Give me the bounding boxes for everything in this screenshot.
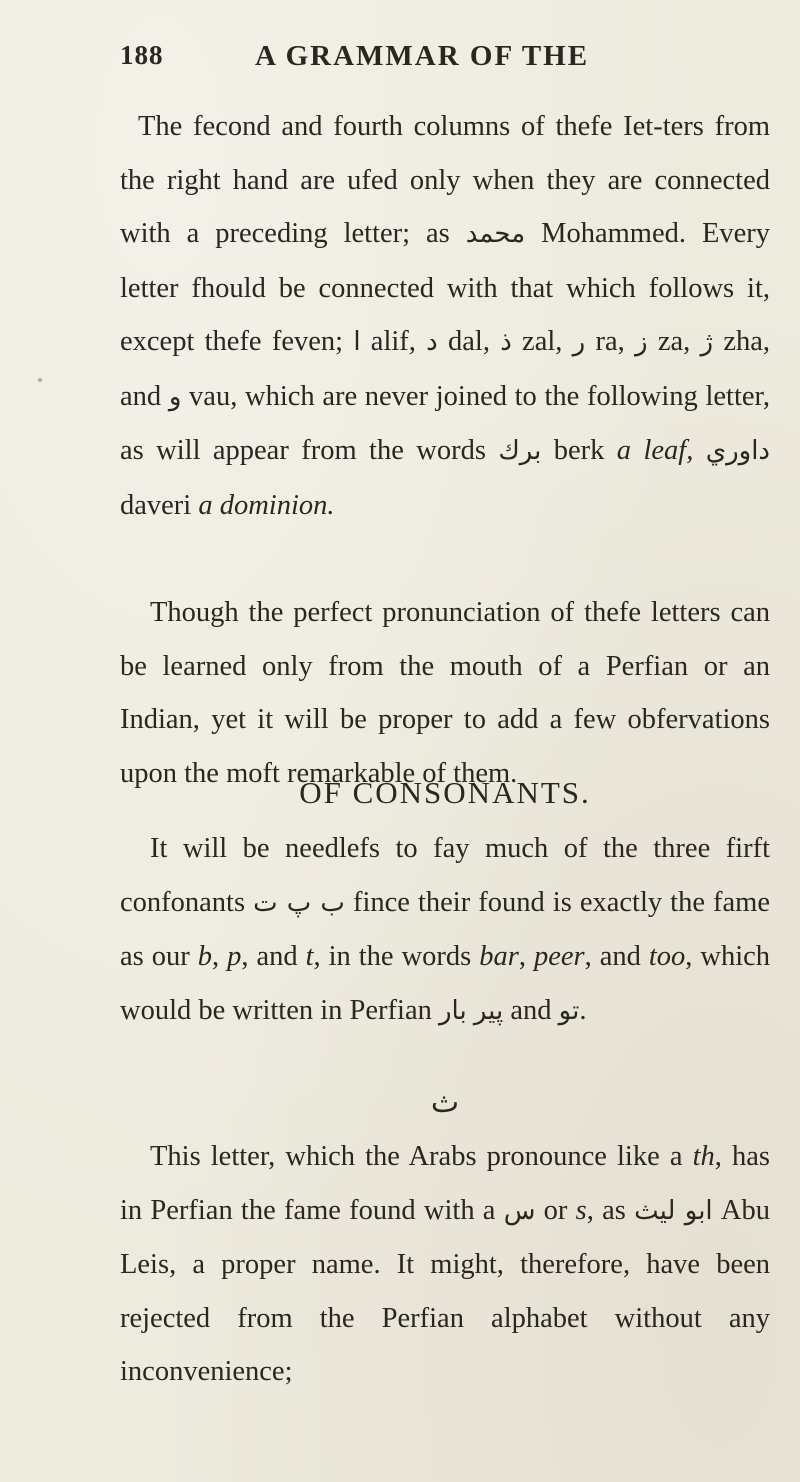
text-run: , as <box>586 1194 635 1226</box>
text-run: alif, <box>360 326 427 357</box>
running-title: A GRAMMAR OF THE <box>255 40 590 72</box>
text-run: The fecond and fourth columns of thefe Iet-ters from the right hand are ufed only when they are connected with a preceding letter; as <box>120 111 770 249</box>
text-run <box>693 435 705 466</box>
text-run: za, <box>647 326 701 357</box>
text-run: zha, and <box>120 326 770 412</box>
arabic-letter: و <box>168 381 182 412</box>
italic-letter: t <box>305 941 314 972</box>
arabic-word: پير <box>473 995 504 1026</box>
arabic-word: تو <box>558 995 580 1026</box>
text-run: , which would be written in Perfian <box>120 941 771 1026</box>
text-run: , in the words <box>313 941 480 972</box>
text-run: , has in Perfian the fame found with a <box>120 1141 770 1226</box>
text-run: , <box>211 941 228 972</box>
section-heading: OF CONSONANTS. <box>299 775 591 810</box>
text-run: . <box>579 994 587 1026</box>
italic-word: too <box>648 941 686 972</box>
arabic-word: برك <box>498 436 542 466</box>
text-run: , and <box>584 941 649 972</box>
text-run: daveri <box>120 489 199 521</box>
ink-speck <box>38 378 42 382</box>
text-run: dal, <box>437 326 501 357</box>
text-run: zal, <box>511 326 573 357</box>
arabic-letter: ر <box>572 327 586 357</box>
arabic-word: بار <box>438 995 467 1026</box>
italic-letter: s <box>575 1194 587 1226</box>
text-run: vau, which are never joined to the following letter, as will appear from the words <box>120 380 770 466</box>
italic-gloss: a dominion. <box>198 489 335 521</box>
italic-letters: th <box>692 1141 715 1172</box>
arabic-letter: ژ <box>700 327 714 357</box>
arabic-letter: د <box>426 327 438 357</box>
arabic-letter: ز <box>635 327 648 357</box>
text-run: or <box>535 1194 576 1226</box>
arabic-letters: ب پ ت <box>253 887 345 918</box>
paragraph-se-letter <box>120 1130 770 1399</box>
paragraph-first-consonants <box>120 822 770 1038</box>
arabic-letter: س <box>503 1195 536 1226</box>
text-run: berk <box>541 435 617 466</box>
text-run: ra, <box>585 326 635 357</box>
paragraph-text: Though the perfect pronunciation of thefe letters can be learned only from the mouth of a Perfian or an Indian, yet it will be proper to add a few obfervations upon the moft remarkable of them. <box>120 597 770 789</box>
arabic-letter-heading: ث <box>430 1085 460 1120</box>
arabic-letter: ذ <box>500 327 512 357</box>
italic-letter: b <box>197 941 212 972</box>
text-run: It will be needlefs to fay much of the three firft confonants <box>120 833 770 918</box>
text-run <box>467 995 474 1026</box>
italic-gloss: a leaf, <box>616 435 694 466</box>
arabic-letter: ا <box>353 327 361 357</box>
text-run: fince their found is exactly the fame as our <box>120 886 770 972</box>
text-run: Mohammed. Every letter fhould be connected with that which follows it, except thefe feven; <box>120 218 770 357</box>
text-run: , <box>518 941 534 972</box>
italic-word: bar <box>479 941 519 972</box>
text-run: , and <box>241 941 306 972</box>
arabic-word: محمد <box>465 219 526 249</box>
paragraph-connected-letters <box>120 100 770 532</box>
paragraph-pronunciation <box>120 586 770 800</box>
arabic-word: داوري <box>705 436 770 466</box>
text-run: Abu Leis, a proper name. It might, therefore, have been rejected from the Perfian alphabet without any inconvenience; <box>120 1194 770 1387</box>
page-number: 188 <box>120 40 164 70</box>
italic-word: peer <box>533 941 585 972</box>
text-run: and <box>503 994 559 1026</box>
arabic-name: ابو ليث <box>634 1195 713 1226</box>
italic-letter: p <box>227 941 242 972</box>
page-header <box>120 40 680 84</box>
text-run: This letter, which the Arabs pronounce like a <box>150 1141 693 1172</box>
